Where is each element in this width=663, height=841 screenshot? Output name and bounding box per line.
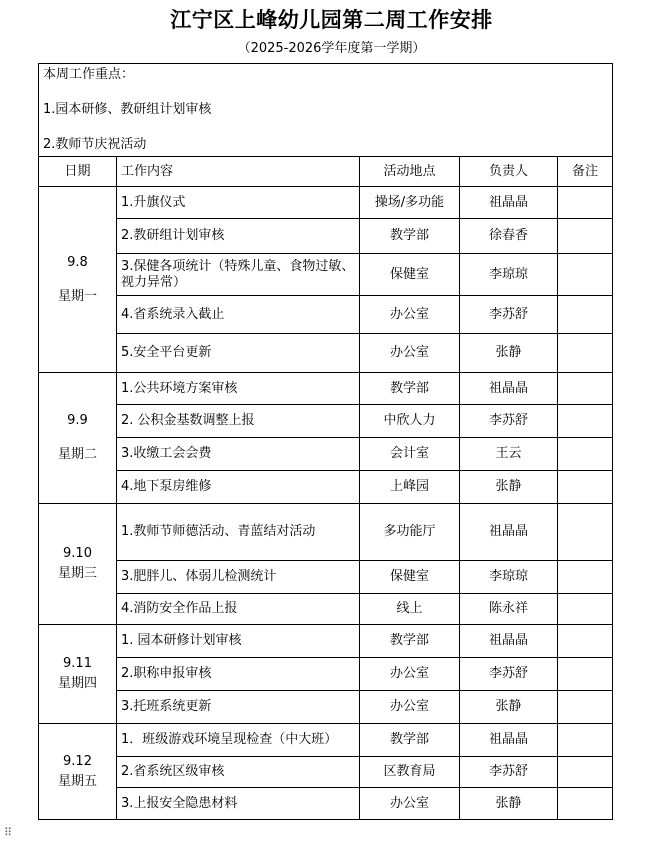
table-row bbox=[39, 373, 613, 405]
weekly-focus-cell bbox=[39, 64, 613, 157]
table-row bbox=[39, 691, 613, 724]
task-note bbox=[558, 373, 613, 405]
table-row bbox=[39, 658, 613, 691]
task-content: 1．班级游戏环境呈现检查（中大班） bbox=[117, 724, 360, 757]
day-date: 9.11 bbox=[63, 656, 92, 671]
weekly-focus-item: 1.园本研修、教研组计划审核 bbox=[43, 102, 212, 117]
schedule-table bbox=[38, 63, 613, 820]
day-cell bbox=[39, 625, 117, 724]
task-content: 1.公共环境方案审核 bbox=[117, 373, 360, 405]
table-row bbox=[39, 625, 613, 658]
task-owner: 李琼琼 bbox=[460, 254, 558, 296]
task-location: 操场/多功能 bbox=[360, 187, 460, 219]
day-weekday: 星期四 bbox=[57, 676, 97, 691]
table-row bbox=[39, 219, 613, 254]
task-content: 2.职称申报审核 bbox=[117, 658, 360, 691]
page-title: 江宁区上峰幼儿园第二周工作安排 bbox=[170, 8, 493, 32]
drag-handle-icon[interactable]: ⠿ bbox=[4, 826, 12, 839]
day-date: 9.12 bbox=[63, 753, 92, 769]
table-row bbox=[39, 438, 613, 471]
task-note bbox=[558, 405, 613, 438]
task-content: 3.托班系统更新 bbox=[117, 691, 360, 724]
task-owner: 祖晶晶 bbox=[460, 187, 558, 219]
task-location: 办公室 bbox=[360, 788, 460, 820]
day-weekday: 星期五 bbox=[57, 773, 97, 789]
task-content: 2.教研组计划审核 bbox=[117, 219, 360, 254]
task-location: 办公室 bbox=[360, 334, 460, 373]
task-note bbox=[558, 594, 613, 625]
table-row bbox=[39, 405, 613, 438]
table-row bbox=[39, 254, 613, 296]
task-owner: 陈永祥 bbox=[460, 594, 558, 625]
task-owner: 张静 bbox=[460, 471, 558, 504]
task-location: 保健室 bbox=[360, 254, 460, 296]
task-content: 2. 公积金基数调整上报 bbox=[117, 405, 360, 438]
header-content: 工作内容 bbox=[117, 157, 360, 187]
table-row bbox=[39, 504, 613, 561]
header-note: 备注 bbox=[558, 157, 613, 187]
task-note bbox=[558, 691, 613, 724]
page-subtitle: （2025-2026学年度第一学期） bbox=[237, 41, 426, 56]
task-owner: 李苏舒 bbox=[460, 658, 558, 691]
focus-row bbox=[39, 64, 613, 157]
task-location: 办公室 bbox=[360, 296, 460, 334]
header-owner: 负责人 bbox=[460, 157, 558, 187]
task-location: 教学部 bbox=[360, 373, 460, 405]
task-location: 保健室 bbox=[360, 561, 460, 594]
task-location: 办公室 bbox=[360, 691, 460, 724]
weekly-focus-item: 2.教师节庆祝活动 bbox=[43, 137, 147, 152]
day-weekday: 星期二 bbox=[57, 447, 97, 462]
table-row bbox=[39, 334, 613, 373]
task-owner: 李苏舒 bbox=[460, 757, 558, 788]
task-note bbox=[558, 254, 613, 296]
table-row bbox=[39, 471, 613, 504]
task-location: 教学部 bbox=[360, 625, 460, 658]
table-row bbox=[39, 788, 613, 820]
task-note bbox=[558, 788, 613, 820]
task-note bbox=[558, 471, 613, 504]
task-location: 会计室 bbox=[360, 438, 460, 471]
task-owner: 张静 bbox=[460, 334, 558, 373]
task-note bbox=[558, 504, 613, 561]
task-location: 中欣人力 bbox=[360, 405, 460, 438]
day-date: 9.10 bbox=[63, 546, 92, 561]
task-content: 1.升旗仪式 bbox=[117, 187, 360, 219]
task-content: 5.安全平台更新 bbox=[117, 334, 360, 373]
weekly-focus-heading: 本周工作重点： bbox=[43, 67, 135, 82]
task-owner: 张静 bbox=[460, 788, 558, 820]
task-note bbox=[558, 561, 613, 594]
task-note bbox=[558, 334, 613, 373]
header-date: 日期 bbox=[39, 157, 117, 187]
task-location: 区教育局 bbox=[360, 757, 460, 788]
task-note bbox=[558, 187, 613, 219]
task-owner: 祖晶晶 bbox=[460, 373, 558, 405]
task-content: 3.收缴工会会费 bbox=[117, 438, 360, 471]
day-cell bbox=[39, 504, 117, 625]
header-location: 活动地点 bbox=[360, 157, 460, 187]
task-location: 多功能厅 bbox=[360, 504, 460, 561]
task-owner: 李苏舒 bbox=[460, 296, 558, 334]
day-date: 9.9 bbox=[67, 413, 88, 428]
task-location: 上峰园 bbox=[360, 471, 460, 504]
task-content: 1. 园本研修计划审核 bbox=[117, 625, 360, 658]
task-content: 3.上报安全隐患材料 bbox=[117, 788, 360, 820]
task-note bbox=[558, 625, 613, 658]
task-note bbox=[558, 296, 613, 334]
task-owner: 祖晶晶 bbox=[460, 625, 558, 658]
task-owner: 徐春香 bbox=[460, 219, 558, 254]
task-content: 4.省系统录入截止 bbox=[117, 296, 360, 334]
table-row bbox=[39, 296, 613, 334]
table-row bbox=[39, 724, 613, 757]
task-content: 4.地下泵房维修 bbox=[117, 471, 360, 504]
day-weekday: 星期一 bbox=[57, 288, 97, 304]
task-content: 3.保健各项统计（特殊儿童、食物过敏、视力异常） bbox=[117, 254, 360, 296]
task-content: 4.消防安全作品上报 bbox=[117, 594, 360, 625]
header-row bbox=[39, 157, 613, 187]
task-location: 教学部 bbox=[360, 724, 460, 757]
table-row bbox=[39, 757, 613, 788]
task-note bbox=[558, 724, 613, 757]
task-owner: 祖晶晶 bbox=[460, 724, 558, 757]
task-note bbox=[558, 757, 613, 788]
table-row bbox=[39, 187, 613, 219]
day-cell bbox=[39, 724, 117, 820]
task-content: 2.省系统区级审核 bbox=[117, 757, 360, 788]
task-location: 线上 bbox=[360, 594, 460, 625]
task-owner: 张静 bbox=[460, 691, 558, 724]
task-note bbox=[558, 658, 613, 691]
task-owner: 李琼琼 bbox=[460, 561, 558, 594]
task-owner: 祖晶晶 bbox=[460, 504, 558, 561]
task-location: 办公室 bbox=[360, 658, 460, 691]
task-content: 3.肥胖儿、体弱儿检测统计 bbox=[117, 561, 360, 594]
task-location: 教学部 bbox=[360, 219, 460, 254]
task-owner: 王云 bbox=[460, 438, 558, 471]
day-weekday: 星期三 bbox=[57, 566, 97, 581]
day-cell bbox=[39, 373, 117, 504]
task-content: 1.教师节师德活动、青蓝结对活动 bbox=[117, 504, 360, 561]
day-date: 9.8 bbox=[67, 254, 88, 270]
table-row bbox=[39, 594, 613, 625]
task-note bbox=[558, 438, 613, 471]
table-row bbox=[39, 561, 613, 594]
day-cell bbox=[39, 187, 117, 373]
task-note bbox=[558, 219, 613, 254]
task-owner: 李苏舒 bbox=[460, 405, 558, 438]
